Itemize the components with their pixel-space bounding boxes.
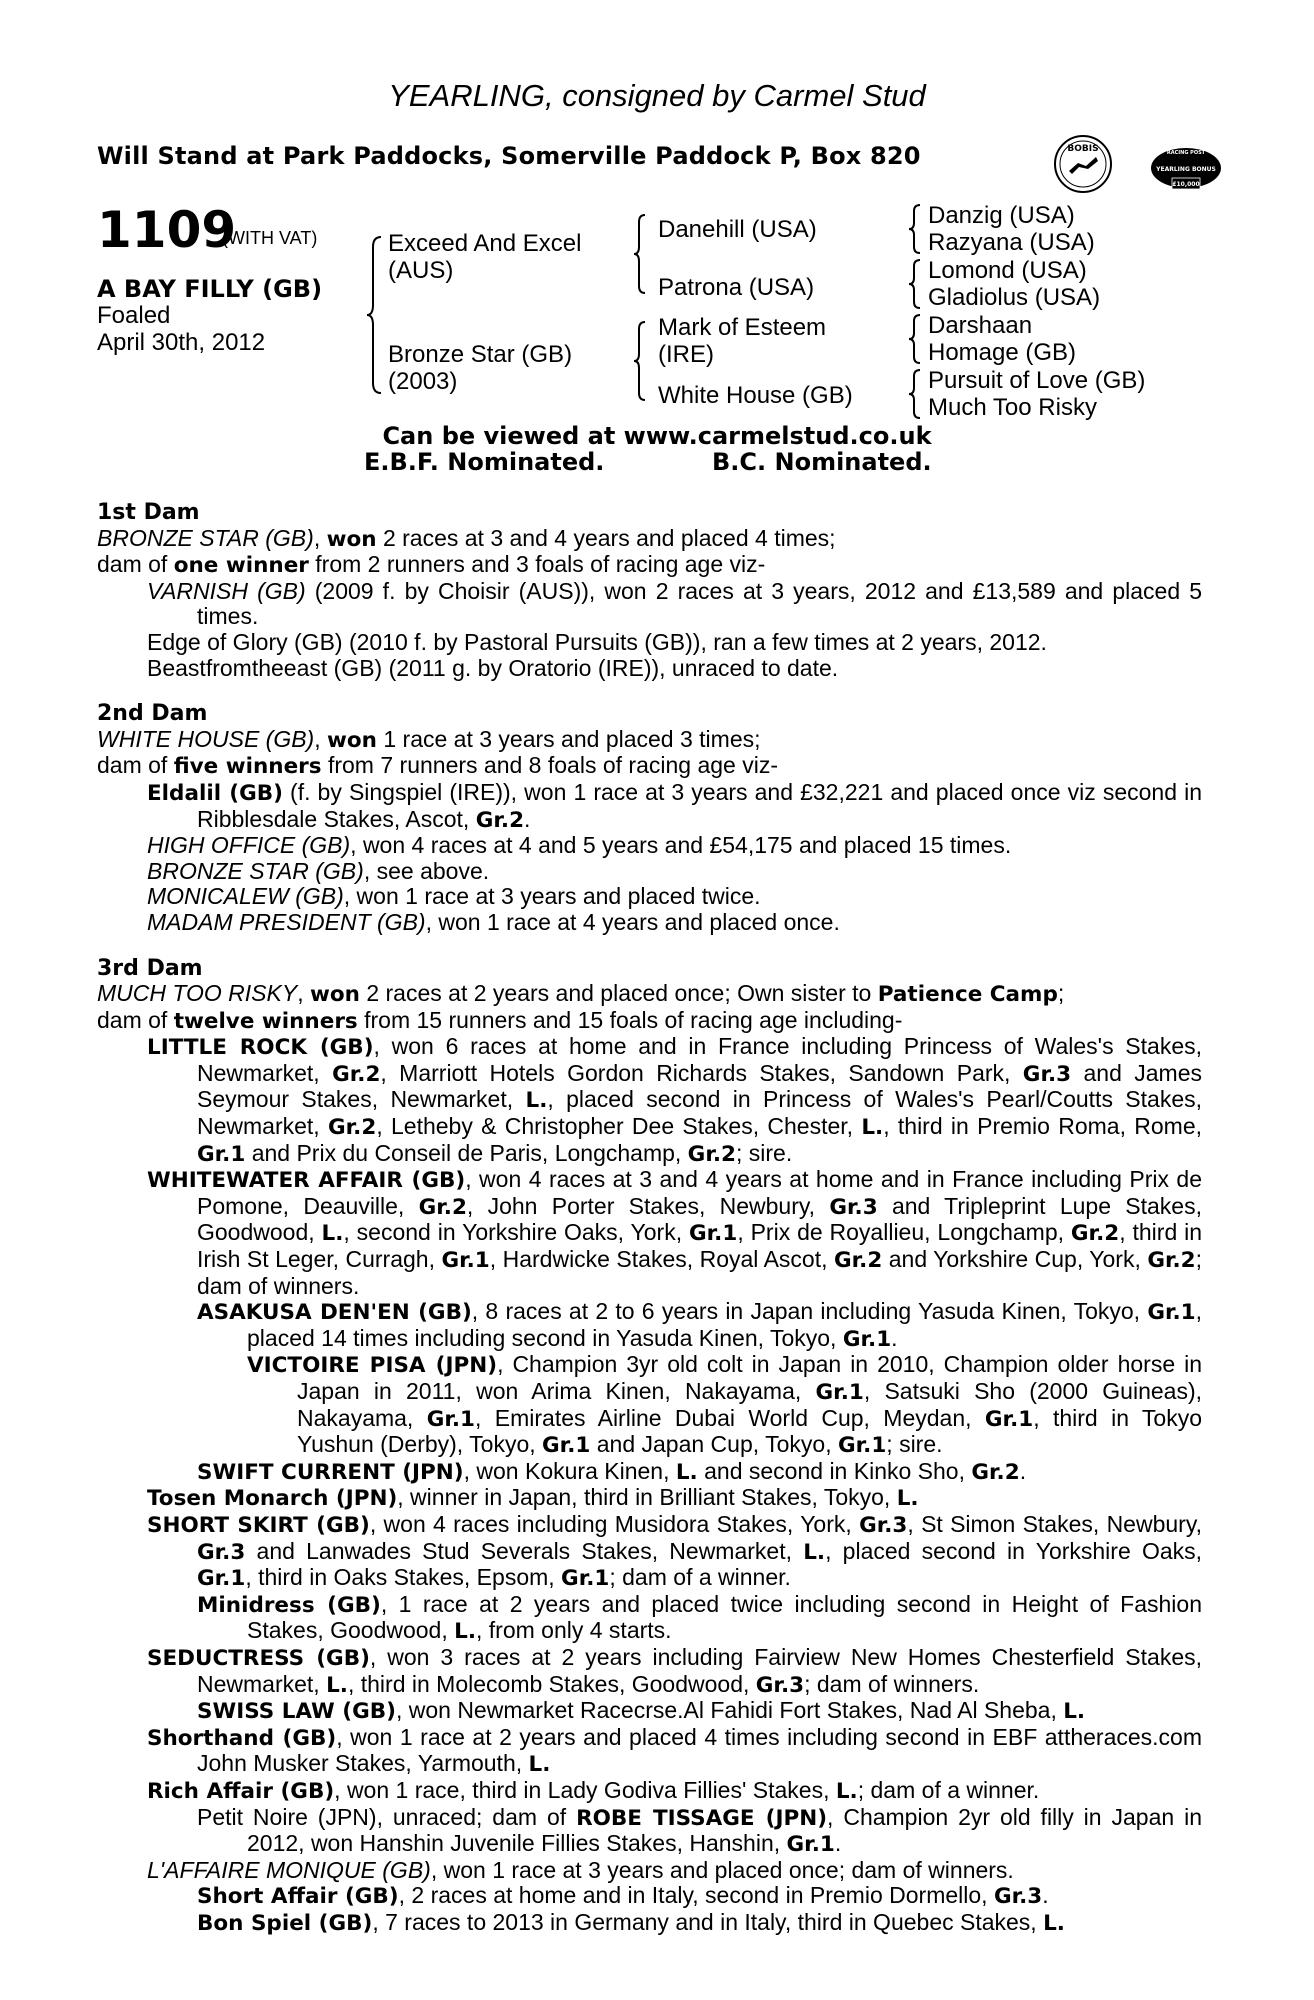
progeny-name: MADAM PRESIDENT (GB) xyxy=(147,908,426,935)
dam1-line2 xyxy=(97,552,1202,579)
grade: Gr.2 xyxy=(328,1115,377,1141)
dam-year: (2003) xyxy=(388,368,458,395)
pedigree-sire-dam: Patrona (USA) xyxy=(658,274,815,301)
progeny-name: ASAKUSA DEN'EN (GB) xyxy=(197,1300,472,1326)
progeny-name: Minidress (GB) xyxy=(197,1592,381,1618)
progeny-text: , won Newmarket Racecrse.Al Fahidi Fort Stakes, Nad Al Sheba, xyxy=(395,1697,1057,1724)
dam3-heading: 3rd Dam xyxy=(97,955,203,981)
grade: Gr.1 xyxy=(441,1248,490,1274)
dam2-progeny-4 xyxy=(97,884,1202,910)
progeny-text: , won 1 race at 3 years and placed twice. xyxy=(343,883,761,910)
dam2-runners: from 7 runners and 8 foals of racing age viz- xyxy=(327,752,778,779)
grade: Gr.2 xyxy=(833,1248,883,1274)
dam1-heading: 1st Dam xyxy=(97,500,200,525)
bc-note: B.C. Nominated. xyxy=(712,448,932,476)
pedigree-brace-dam xyxy=(632,320,648,402)
grade: Gr.1 xyxy=(786,1832,835,1858)
grade: Gr.1 xyxy=(689,1221,738,1247)
dam1-progeny-3: Beastfromtheeast (GB) (2011 g. by Oratorio (IRE)), unraced to date. xyxy=(147,654,839,681)
progeny-text: , third in Molecomb Stakes, Goodwood, xyxy=(347,1670,750,1697)
dam1-line1: BRONZE STAR (GB), won 2 races at 3 and 4 years and placed 4 times; xyxy=(97,524,836,552)
progeny-text: , placed second in Yorkshire Oaks, xyxy=(825,1537,1203,1564)
progeny-text: , see above. xyxy=(363,857,490,884)
pedigree-g6: Homage (GB) xyxy=(928,339,1077,366)
sire-name: Exceed And Excel xyxy=(388,230,582,257)
progeny-text: , 8 races at 2 to 6 years in Japan including Yasuda Kinen, Tokyo, xyxy=(471,1298,1141,1325)
family-notes xyxy=(97,500,1202,1936)
progeny-text: , won 1 race at 3 years and placed once; dam of winners. xyxy=(430,1856,1014,1883)
grade: L. xyxy=(525,1088,548,1114)
progeny-text: , from only 4 starts. xyxy=(476,1617,672,1644)
progeny-seductress xyxy=(97,1645,1202,1698)
dam2-progeny-5 xyxy=(97,910,1202,936)
progeny-text: , placed 14 times including second in Yasuda Kinen, Tokyo, xyxy=(247,1298,1203,1351)
dam1-progeny-1 xyxy=(97,579,1202,630)
pedigree-g7: Pursuit of Love (GB) xyxy=(928,367,1146,394)
dam2-progeny-3 xyxy=(97,859,1202,885)
dam2-dam-of: dam of xyxy=(97,752,168,779)
progeny-text: , 2 races at home and in Italy, second in Premio Dormello, xyxy=(398,1882,988,1909)
ebf-note: E.B.F. Nominated. xyxy=(364,448,605,476)
grade: Gr.1 xyxy=(197,1141,246,1167)
progeny-text: and James Seymour Stakes, Newmarket, xyxy=(197,1059,1203,1113)
progeny-text: , 1 race at 2 years and placed twice including second in Height of Fashion Stakes, Goodwood, xyxy=(247,1590,1202,1644)
consignment-line: YEARLING, consigned by Carmel Stud xyxy=(388,78,926,113)
progeny-text: , third in Premio Roma, Rome, xyxy=(883,1113,1203,1140)
pedigree-brace-g56 xyxy=(907,313,923,365)
foaled-date: April 30th, 2012 xyxy=(97,329,266,356)
progeny-name: SEDUCTRESS (GB) xyxy=(147,1645,370,1671)
dam3-won: won xyxy=(310,982,360,1008)
progeny-name: HIGH OFFICE (GB) xyxy=(147,832,351,859)
pedigree-brace-g78 xyxy=(907,368,923,420)
progeny-short-skirt xyxy=(97,1512,1202,1592)
grade: Gr.1 xyxy=(1147,1300,1196,1326)
pedigree-dam-dam: White House (GB) xyxy=(658,382,853,409)
progeny-text: , Letheby & Christopher Dee Stakes, Chester, xyxy=(376,1113,854,1140)
progeny-name: SWISS LAW (GB) xyxy=(197,1699,396,1725)
dam2-heading: 2nd Dam xyxy=(97,701,208,727)
progeny-bon-spiel xyxy=(97,1910,1202,1937)
lot-vat: (WITH VAT) xyxy=(222,228,318,248)
progeny-name: MONICALEW (GB) xyxy=(147,883,344,910)
bobis-badge-label: BOBIS xyxy=(1067,144,1099,154)
grade: Gr.1 xyxy=(197,1566,246,1592)
grade: Gr.2 xyxy=(971,1459,1020,1485)
progeny-text: ; dam of winners. xyxy=(804,1670,980,1697)
dam1-winners: one winner xyxy=(173,553,309,579)
progeny-shorthand xyxy=(97,1725,1202,1778)
progeny-text: , second in Yorkshire Oaks, York, xyxy=(343,1219,683,1246)
pedigree-g5: Darshaan xyxy=(928,312,1033,339)
progeny-name: Short Affair (GB) xyxy=(197,1884,399,1910)
progeny-text: , won 1 race, third in Lady Godiva Fillies' Stakes, xyxy=(334,1776,830,1803)
grade: L. xyxy=(896,1486,919,1512)
progeny-text: , won Kokura Kinen, xyxy=(463,1457,670,1484)
grade: Gr.3 xyxy=(993,1884,1043,1910)
progeny-text: and Yorkshire Cup, York, xyxy=(888,1246,1141,1273)
dam-name: Bronze Star (GB) xyxy=(388,341,573,368)
progeny-text: , St Simon Stakes, Newbury, xyxy=(907,1510,1203,1537)
progeny-name: SWIFT CURRENT (JPN) xyxy=(197,1459,464,1485)
progeny-text: . xyxy=(1042,1882,1049,1909)
progeny-name: BRONZE STAR (GB) xyxy=(147,857,364,884)
progeny-rich-affair xyxy=(97,1778,1202,1805)
progeny-text: , Champion 3yr old colt in Japan in 2010, Champion older horse in Japan in 2011, won Arima Kinen, Nakayama, xyxy=(297,1351,1202,1404)
grade: Gr.3 xyxy=(1022,1061,1072,1087)
progeny-name: Tosen Monarch (JPN) xyxy=(147,1486,398,1512)
progeny-text: and Lanwades Stud Severals Stakes, Newmarket, xyxy=(256,1537,792,1564)
grade: Gr.1 xyxy=(837,1433,887,1459)
grade: L. xyxy=(675,1459,698,1485)
progeny-text: (f. by Singspiel (IRE)), won 1 race at 3 years and £32,221 and placed once viz second in Ribblesdale Stakes, Ascot, xyxy=(197,778,1202,832)
progeny-victoire-pisa xyxy=(97,1352,1202,1458)
progeny-name: VICTOIRE PISA (JPN) xyxy=(247,1353,498,1379)
progeny-name: Eldalil (GB) xyxy=(147,780,283,806)
progeny-text: and Tripleprint Lupe Stakes, Goodwood, xyxy=(197,1192,1202,1246)
progeny-text: and Japan Cup, Tokyo, xyxy=(596,1431,832,1458)
progeny-text: and Prix du Conseil de Paris, Longchamp, xyxy=(251,1139,682,1166)
grade: Gr.1 xyxy=(426,1406,476,1432)
grade: L. xyxy=(326,1672,348,1698)
dam3-record: 2 races at 2 years and placed once; Own sister to xyxy=(366,980,872,1007)
grade: Gr.1 xyxy=(561,1566,610,1592)
progeny-text: , third in Tokyo Yushun (Derby), Tokyo, xyxy=(297,1404,1203,1458)
stand-location: Will Stand at Park Paddocks, Somerville Paddock P, Box 820 xyxy=(97,142,921,170)
progeny-text: , Emirates Airline Dubai World Cup, Meydan, xyxy=(475,1404,972,1431)
progeny-name: WHITEWATER AFFAIR (GB) xyxy=(147,1168,466,1194)
progeny-text: , winner in Japan, third in Brilliant Stakes, Tokyo, xyxy=(397,1484,891,1511)
progeny-text: ; sire. xyxy=(735,1139,793,1166)
pedigree-g1: Danzig (USA) xyxy=(928,202,1075,229)
progeny-text: ; dam of winners. xyxy=(197,1246,1203,1299)
grade: Gr.1 xyxy=(984,1406,1034,1432)
grade: L. xyxy=(861,1115,884,1141)
pedigree-g2: Razyana (USA) xyxy=(928,229,1095,256)
grade: L. xyxy=(454,1619,476,1645)
pedigree-g3: Lomond (USA) xyxy=(928,257,1087,284)
progeny-text: (2009 f. by Choisir (AUS)), won 2 races at 3 years, 2012 and £13,589 and placed 5 times. xyxy=(197,577,1203,630)
progeny-laffaire-monique xyxy=(97,1858,1202,1884)
bonus-badge-amount: £10,000 xyxy=(1172,181,1200,188)
progeny-text: , won 4 races including Musidora Stakes, York, xyxy=(369,1510,852,1537)
bonus-badge-top: RACING POST xyxy=(1166,150,1206,156)
bobis-badge-icon xyxy=(1052,133,1114,195)
progeny-text: . xyxy=(1019,1457,1027,1484)
dam3-line2 xyxy=(97,1008,1202,1035)
dam2-won: won xyxy=(327,727,377,753)
dam1-name: BRONZE STAR (GB) xyxy=(97,524,314,551)
grade: L. xyxy=(835,1778,858,1804)
pedigree-g4: Gladiolus (USA) xyxy=(928,284,1101,311)
progeny-name: Shorthand (GB) xyxy=(147,1725,337,1751)
grade: Gr.2 xyxy=(332,1061,381,1087)
pedigree-brace-g12 xyxy=(907,203,923,255)
progeny-name: SHORT SKIRT (GB) xyxy=(147,1512,370,1538)
dam2-progeny-1: Eldalil (GB) (f. by Singspiel (IRE)), won 1 race at 3 years and £32,221 and placed once viz second in Ribblesdale Stakes, Ascot, Gr.2. xyxy=(147,778,1202,833)
grade: Gr.3 xyxy=(197,1539,246,1565)
progeny-text: , John Porter Stakes, Newbury, xyxy=(466,1192,816,1219)
progeny-text: ; sire. xyxy=(886,1431,943,1458)
grade: Gr.2 xyxy=(1070,1221,1120,1247)
progeny-text: , Prix de Royallieu, Longchamp, xyxy=(737,1219,1065,1246)
dam2-progeny-2 xyxy=(97,833,1202,859)
progeny-petit-noire xyxy=(97,1805,1202,1858)
progeny-text: , won 1 race at 4 years and placed once. xyxy=(425,908,840,935)
progeny-text: , won 4 races at 3 and 4 years at home and in France including Prix de Pomone, Deauville, xyxy=(197,1166,1202,1219)
grade: Gr.3 xyxy=(859,1512,908,1538)
grade: Gr.2 xyxy=(687,1141,736,1167)
pedigree-g8: Much Too Risky xyxy=(928,394,1097,421)
dam3-line1: MUCH TOO RISKY, won 2 races at 2 years and placed once; Own sister to Patience Camp; xyxy=(97,980,1065,1008)
progeny-little-rock xyxy=(97,1034,1202,1167)
grade: Gr.2 xyxy=(418,1194,467,1220)
progeny-text: . xyxy=(834,1830,842,1857)
dam3-runners: from 15 runners and 15 foals of racing age including- xyxy=(364,1006,903,1033)
pedigree-brace-g34 xyxy=(907,258,923,310)
progeny-text: , third in Irish St Leger, Curragh, xyxy=(197,1219,1203,1273)
dam3-name: MUCH TOO RISKY xyxy=(97,980,298,1007)
progeny-asakusa-denen xyxy=(97,1299,1202,1352)
progeny-text: , 7 races to 2013 in Germany and in Italy, third in Quebec Stakes, xyxy=(372,1908,1037,1935)
pedigree-sire xyxy=(388,230,581,284)
pedigree-brace-main xyxy=(365,235,385,395)
grade: Gr.3 xyxy=(755,1672,805,1698)
progeny-text: ; dam of a winner. xyxy=(609,1564,791,1591)
horse-name: A BAY FILLY (GB) xyxy=(97,275,323,303)
progeny-minidress xyxy=(97,1592,1202,1645)
progeny-name: Rich Affair (GB) xyxy=(147,1778,335,1804)
pedigree-dam xyxy=(388,341,572,395)
progeny-name: ROBE TISSAGE (JPN) xyxy=(576,1805,828,1831)
progeny-name: VARNISH (GB) xyxy=(147,577,306,604)
dam1-runners: from 2 runners and 3 foals of racing age viz- xyxy=(315,551,766,578)
grade: Gr.1 xyxy=(815,1380,864,1405)
yearling-bonus-badge-icon xyxy=(1148,140,1224,198)
progeny-short-affair xyxy=(97,1883,1202,1910)
dam3-sister: Patience Camp xyxy=(877,982,1058,1008)
grade: L. xyxy=(321,1221,344,1247)
progeny-swiss-law xyxy=(97,1698,1202,1725)
grade: L. xyxy=(803,1539,826,1565)
progeny-tosen-monarch xyxy=(97,1485,1202,1512)
progeny-text: , Satsuki Sho (2000 Guineas), Nakayama, xyxy=(297,1378,1202,1431)
pedigree-brace-sire xyxy=(632,213,648,295)
grade: Gr.3 xyxy=(829,1194,878,1220)
grade: Gr.2 xyxy=(475,807,525,833)
dam2-line2 xyxy=(97,753,1202,780)
progeny-text: ; dam of a winner. xyxy=(857,1776,1040,1803)
progeny-swift-current xyxy=(97,1459,1202,1486)
lot-number: 1109 xyxy=(97,201,237,259)
progeny-text: , Hardwicke Stakes, Royal Ascot, xyxy=(489,1246,828,1273)
grade: L. xyxy=(1063,1699,1086,1725)
dam2-line1: WHITE HOUSE (GB), won 1 race at 3 years and placed 3 times; xyxy=(97,725,761,753)
dam2-name: WHITE HOUSE (GB) xyxy=(97,725,315,752)
progeny-text: , placed second in Princess of Wales's Pearl/Coutts Stakes, Newmarket, xyxy=(197,1086,1202,1140)
dam-sire-country: (IRE) xyxy=(658,341,714,368)
foaled-label: Foaled xyxy=(97,302,171,329)
progeny-whitewater-affair xyxy=(97,1167,1202,1299)
dam1-won: won xyxy=(326,526,377,552)
progeny-text: , third in Oaks Stakes, Epsom, xyxy=(245,1564,555,1591)
pedigree-dam-sire xyxy=(658,314,826,368)
progeny-name: L'AFFAIRE MONIQUE (GB) xyxy=(147,1856,431,1883)
progeny-text: , Champion 2yr old filly in Japan in 2012, won Hanshin Juvenile Fillies Stakes, Hanshin, xyxy=(247,1803,1202,1857)
dam1-dam-of: dam of xyxy=(97,551,168,578)
dam1-progeny-2: Edge of Glory (GB) (2010 f. by Pastoral Pursuits (GB)), ran a few times at 2 years, 2012. xyxy=(147,628,1047,655)
pedigree-sire-sire: Danehill (USA) xyxy=(658,216,817,243)
progeny-text: Petit Noire (JPN), unraced; dam of xyxy=(197,1803,567,1830)
grade: L. xyxy=(528,1752,551,1778)
dam-sire-name: Mark of Esteem xyxy=(658,314,827,341)
viewing-note: Can be viewed at www.carmelstud.co.uk xyxy=(382,422,932,450)
progeny-text: and second in Kinko Sho, xyxy=(704,1457,965,1484)
progeny-text: , won 4 races at 4 and 5 years and £54,175 and placed 15 times. xyxy=(350,832,1012,859)
grade: Gr.1 xyxy=(542,1433,591,1459)
dam2-winners: five winners xyxy=(173,754,322,780)
grade: Gr.1 xyxy=(842,1326,892,1352)
progeny-text: . xyxy=(891,1324,898,1351)
grade: Gr.2 xyxy=(1147,1248,1196,1274)
dam3-dam-of: dam of xyxy=(97,1006,168,1033)
sire-country: (AUS) xyxy=(388,257,454,284)
dam2-record: 1 race at 3 years and placed 3 times; xyxy=(383,725,761,752)
progeny-name: LITTLE ROCK (GB) xyxy=(147,1035,374,1061)
progeny-text: , won 1 race at 2 years and placed 4 times including second in EBF attheraces.com John Musker Stakes, Yarmouth, xyxy=(197,1723,1202,1777)
dam1-record: 2 races at 3 and 4 years and placed 4 times; xyxy=(382,524,836,551)
progeny-text: , won 3 races at 2 years including Fairview New Homes Chesterfield Stakes, Newmarket, xyxy=(197,1643,1203,1697)
grade: L. xyxy=(1043,1910,1065,1936)
progeny-text: , won 6 races at home and in France including Princess of Wales's Stakes, Newmarket, xyxy=(197,1033,1202,1086)
dam3-winners: twelve winners xyxy=(173,1008,358,1034)
progeny-text: , Marriott Hotels Gordon Richards Stakes, Sandown Park, xyxy=(380,1059,1011,1086)
progeny-name: Bon Spiel (GB) xyxy=(197,1910,373,1936)
bonus-badge-label: YEARLING BONUS xyxy=(1156,166,1216,173)
